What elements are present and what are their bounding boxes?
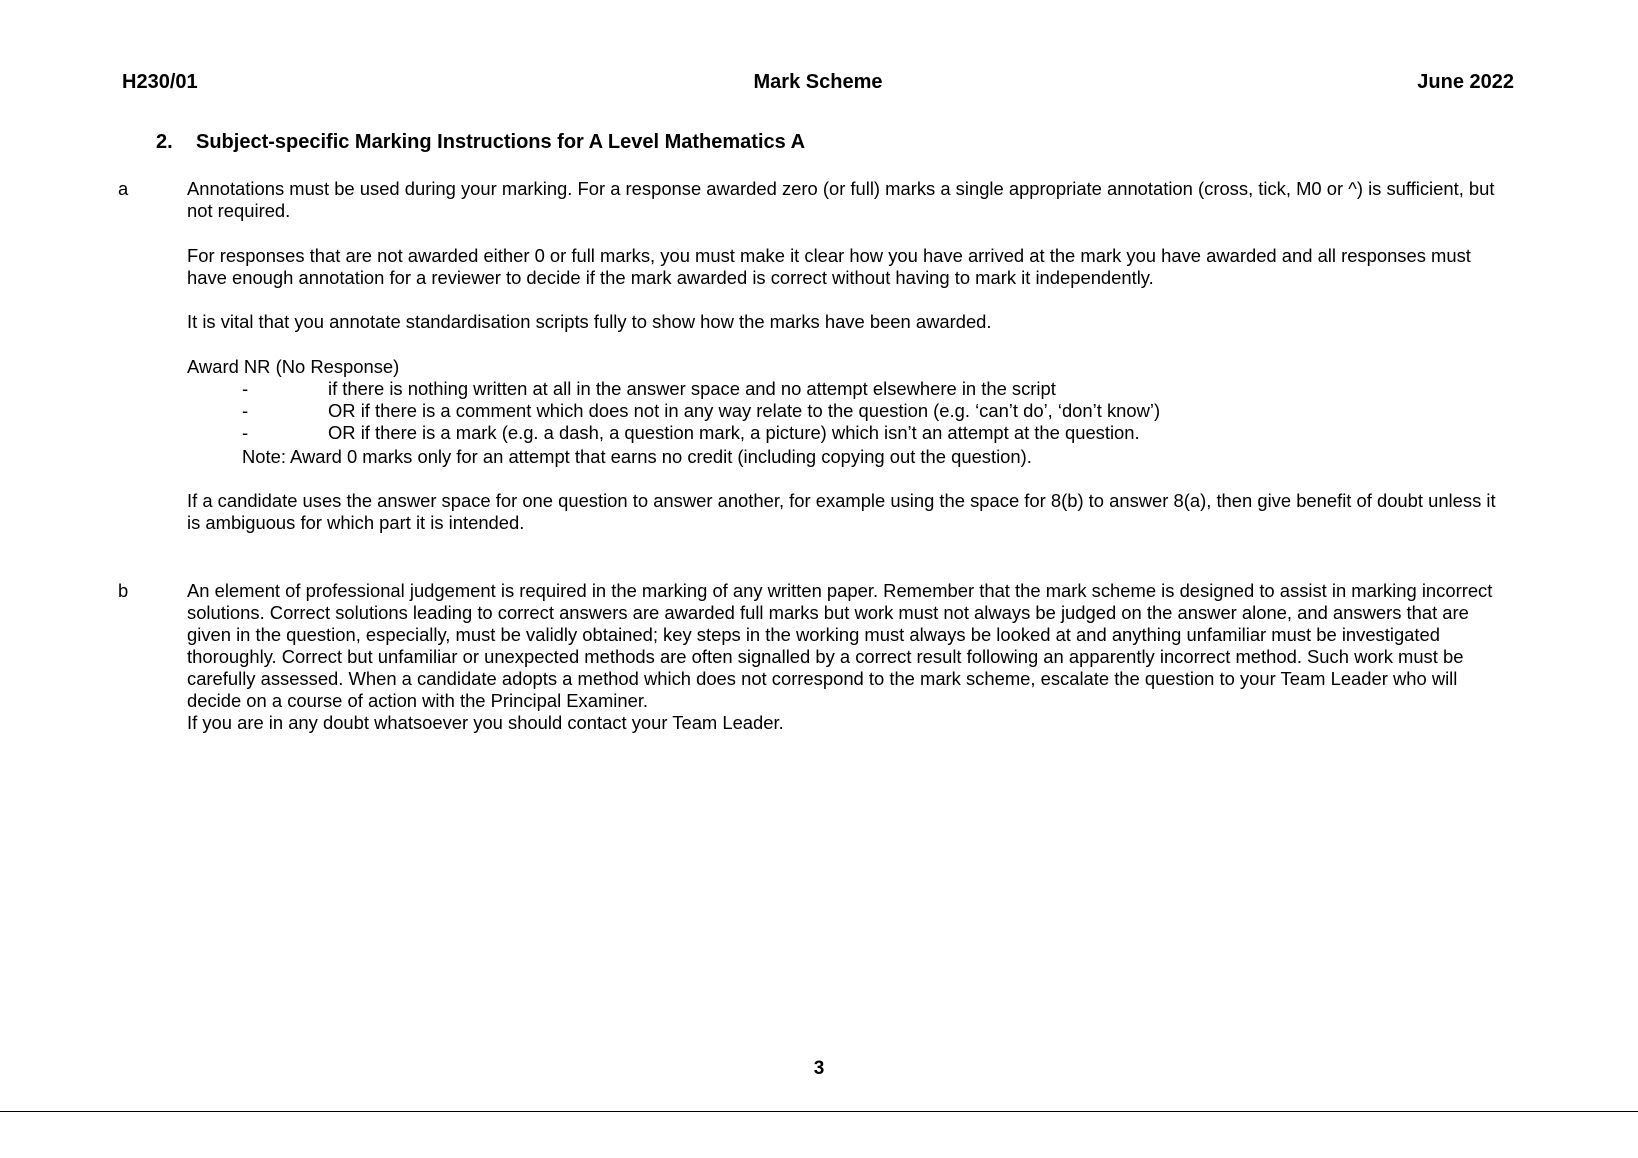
bullet-text: OR if there is a comment which does not in any way relate to the question (e.g. ‘can’t do’, ‘don’t know’) [328, 400, 1161, 421]
bullet-dash: - [242, 378, 249, 399]
item-a-paragraph-1 [187, 178, 1512, 222]
page-number: 3 [813, 1058, 825, 1079]
item-a-letter: a [118, 178, 129, 199]
exam-date: June 2022 [1417, 71, 1514, 93]
professional-judgement-text: An element of professional judgement is required in the marking of any written paper. Remember that the mark scheme is designed to assist in marking incorrect solutions. Correct solutions leading to correct answers are awarded full marks but work must not always be judged on the answer alone, and answers that are given in the question, especially, must be validly obtained; key steps in the working must always be looked at and anything unfamiliar must be investigated thoroughly. Correct but unfamiliar or unexpected methods are often signalled by a correct result following an apparently incorrect method. Such work must be carefully assessed. When a candidate adopts a method which does not correspond to the mark scheme, escalate the question to your Team Leader who will decide on a course of action with the Principal Examiner. [187, 580, 1493, 711]
bullet-dash: - [242, 400, 249, 421]
contact-team-leader-text: If you are in any doubt whatsoever you should contact your Team Leader. [187, 712, 784, 733]
answer-space-rule-text: If a candidate uses the answer space for one question to answer another, for example using the space for 8(b) to answer 8(a), then give benefit of doubt unless it is ambiguous for which part it is intended. [187, 490, 1496, 533]
award-zero-note: Note: Award 0 marks only for an attempt that earns no credit (including copying out the question). [242, 446, 1032, 467]
bullet-text: if there is nothing written at all in the answer space and no attempt elsewhere in the script [328, 378, 1056, 399]
award-nr-heading: Award NR (No Response) [187, 356, 400, 377]
paper-code: H230/01 [122, 71, 198, 93]
section-heading [156, 131, 805, 154]
section-number: 2. [156, 131, 173, 153]
section-title: Subject-specific Marking Instructions for A Level Mathematics A [196, 131, 806, 153]
bullet-text: OR if there is a mark (e.g. a dash, a question mark, a picture) which isn’t an attempt at the question. [328, 422, 1140, 443]
bullet-dash: - [242, 422, 249, 443]
item-a-paragraph-4 [187, 490, 1512, 534]
standardisation-rule-text: It is vital that you annotate standardisation scripts fully to show how the marks have been awarded. [187, 311, 992, 332]
item-a-paragraph-2 [187, 245, 1512, 289]
footer-divider [0, 1111, 1638, 1112]
list-item [242, 378, 1502, 400]
page-header [122, 71, 1514, 97]
annotation-rule-text: Annotations must be used during your marking. For a response awarded zero (or full) marks a single appropriate annotation (cross, tick, M0 or ^) is sufficient, but not required. [187, 178, 1495, 221]
item-b-paragraph-1 [187, 580, 1512, 734]
document-title: Mark Scheme [753, 71, 883, 93]
item-a-paragraph-3 [187, 311, 1512, 333]
list-item [242, 400, 1502, 422]
item-b-letter: b [118, 580, 129, 601]
list-item [242, 422, 1502, 444]
partial-marks-rule-text: For responses that are not awarded either 0 or full marks, you must make it clear how you have arrived at the mark you have awarded and all responses must have enough annotation for a reviewer to decide if the mark awarded is correct without having to mark it independently. [187, 245, 1471, 288]
item-a-award-nr [187, 356, 1512, 378]
